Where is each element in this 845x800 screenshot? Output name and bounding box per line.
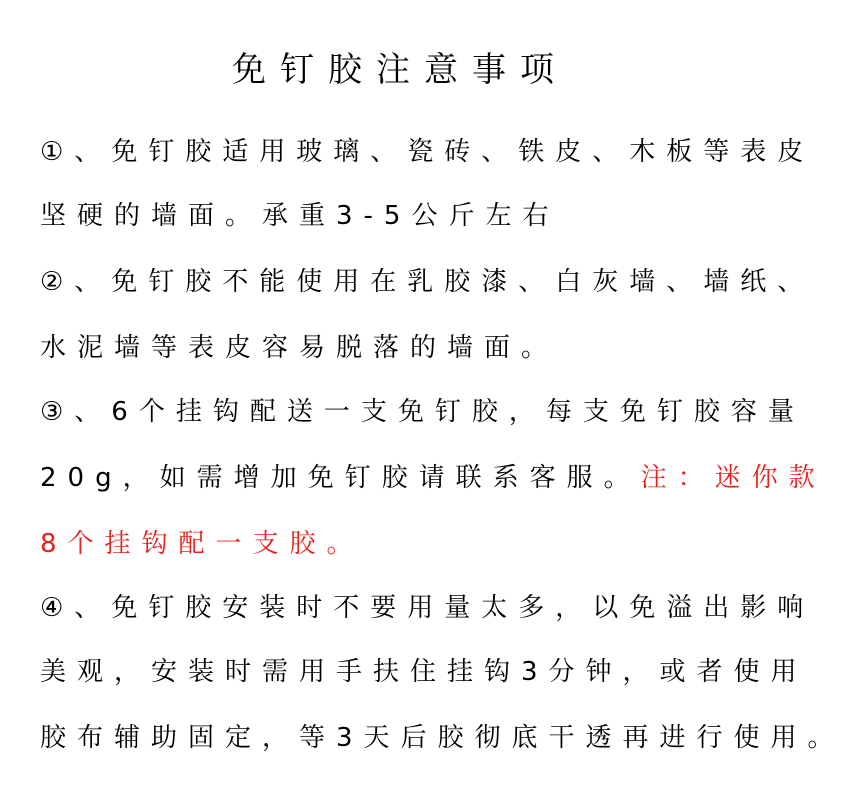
instruction-line-9: 美观，安装时需用手扶住挂钩3分钟，或者使用: [40, 657, 808, 687]
instruction-line-8: ④、免钉胶安装时不要用量太多，以免溢出影响: [40, 593, 815, 623]
instruction-line-4: 水泥墙等表皮容易脱落的墙面。: [40, 333, 559, 363]
instruction-line-2: 坚硬的墙面。承重3-5公斤左右: [40, 201, 560, 231]
page-title: 免钉胶注意事项: [232, 50, 568, 90]
instruction-line-7-note: 8个挂钩配一支胶。: [40, 529, 364, 559]
instruction-line-6: [40, 460, 826, 496]
instruction-line-1: ①、免钉胶适用玻璃、瓷砖、铁皮、木板等表皮: [40, 137, 815, 167]
instruction-line-3: ②、免钉胶不能使用在乳胶漆、白灰墙、墙纸、: [40, 267, 815, 297]
instruction-line-10: 胶布辅助固定，等3天后胶彻底干透再进行使用。: [40, 723, 845, 753]
instruction-line-5: ③、6个挂钩配送一支免钉胶，每支免钉胶容量: [40, 397, 805, 427]
mini-model-note: 注：迷你款: [640, 463, 826, 493]
instruction-line-6-text: 20g，如需增加免钉胶请联系客服。: [40, 463, 641, 493]
